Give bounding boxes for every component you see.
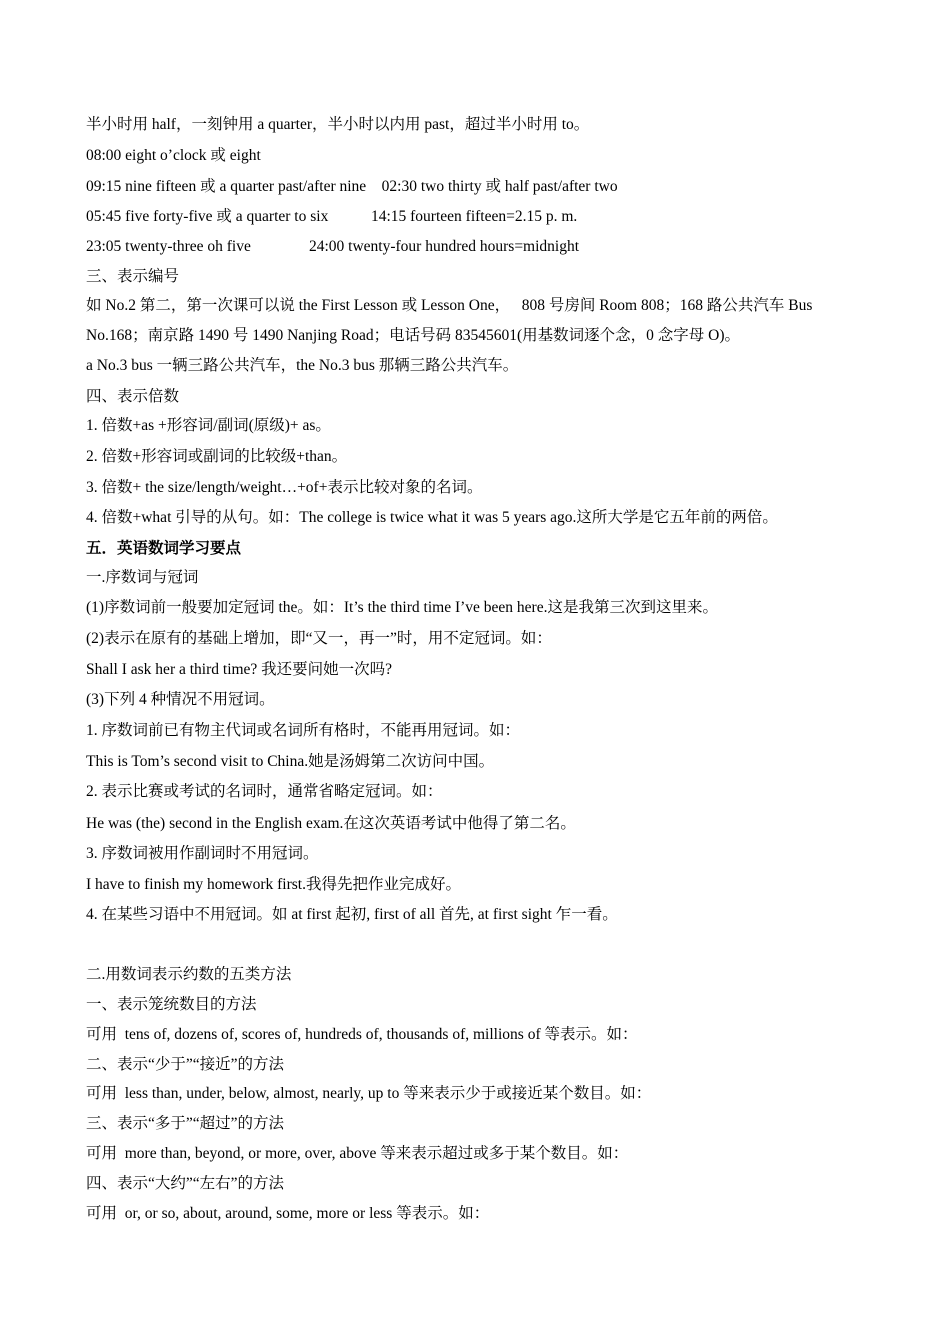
line-time-rules: 半小时用 half，一刻钟用 a quarter，半小时以内用 past，超过半小时用 to。 [86, 116, 590, 133]
line-ordinal-rule-1: (1)序数词前一般要加定冠词 the。如：It’s the third time I’ve been here.这是我第三次到这里来。 [86, 599, 718, 616]
line-multiples-1: 1. 倍数+as +形容词/副词(原级)+ as。 [86, 417, 331, 434]
line-no-article-4: 4. 在某些习语中不用冠词。如 at first 起初, first of all 首先, at first sight 乍一看。 [86, 906, 618, 923]
line-general-numbers: 可用 tens of, dozens of, scores of, hundreds of, thousands of, millions of 等表示。如： [86, 1026, 638, 1043]
heading-less-than: 二、表示“少于”“接近”的方法 [86, 1056, 285, 1073]
line-time-0545-1415: 05:45 five forty-five 或 a quarter to six 14:15 fourteen fifteen=2.15 p. m. [86, 208, 578, 225]
line-no-article-example-3: I have to finish my homework first.我得先把作业完成好。 [86, 876, 461, 893]
line-about: 可用 or, or so, about, around, some, more or less 等表示。如： [86, 1205, 490, 1222]
section-heading-multiples: 四、表示倍数 [86, 388, 180, 405]
section-heading-numbering: 三、表示编号 [86, 268, 180, 285]
subheading-ordinal-article: 一.序数词与冠词 [86, 569, 199, 586]
line-multiples-4: 4. 倍数+what 引导的从句。如：The college is twice what it was 5 years ago.这所大学是它五年前的两倍。 [86, 509, 778, 526]
line-no-article-2: 2. 表示比赛或考试的名词时，通常省略定冠词。如： [86, 783, 443, 800]
subheading-approximate-numbers: 二.用数词表示约数的五类方法 [86, 966, 292, 983]
line-time-0800: 08:00 eight o’clock 或 eight [86, 147, 261, 164]
heading-general-numbers: 一、表示笼统数目的方法 [86, 996, 257, 1013]
line-time-0915-0230: 09:15 nine fifteen 或 a quarter past/after nine 02:30 two thirty 或 half past/after two [86, 178, 618, 195]
line-ordinal-rule-2: (2)表示在原有的基础上增加，即“又一，再一”时，用不定冠词。如： [86, 630, 552, 647]
line-no-article-example-1: This is Tom’s second visit to China.她是汤姆第二次访问中国。 [86, 753, 495, 770]
line-numbering-examples-2: No.168；南京路 1490 号 1490 Nanjing Road；电话号码 83545601(用基数词逐个念，0 念字母 O)。 [86, 327, 740, 344]
line-numbering-bus: a No.3 bus 一辆三路公共汽车，the No.3 bus 那辆三路公共汽车。 [86, 357, 519, 374]
line-multiples-3: 3. 倍数+ the size/length/weight…+of+表示比较对象的名词。 [86, 479, 483, 496]
line-multiples-2: 2. 倍数+形容词或副词的比较级+than。 [86, 448, 348, 465]
heading-more-than: 三、表示“多于”“超过”的方法 [86, 1115, 285, 1132]
line-ordinal-rule-3: (3)下列 4 种情况不用冠词。 [86, 691, 275, 708]
line-ordinal-example-2: Shall I ask her a third time? 我还要问她一次吗? [86, 661, 393, 678]
heading-about: 四、表示“大约”“左右”的方法 [86, 1175, 285, 1192]
line-time-2305-2400: 23:05 twenty-three oh five 24:00 twenty-four hundred hours=midnight [86, 238, 580, 255]
line-more-than: 可用 more than, beyond, or more, over, above 等来表示超过或多于某个数目。如： [86, 1145, 629, 1162]
line-no-article-1: 1. 序数词前已有物主代词或名词所有格时，不能再用冠词。如： [86, 722, 521, 739]
line-no-article-example-2: He was (the) second in the English exam.在这次英语考试中他得了第二名。 [86, 815, 576, 832]
line-no-article-3: 3. 序数词被用作副词时不用冠词。 [86, 845, 319, 862]
section-heading-key-points: 五．英语数词学习要点 [86, 540, 242, 557]
line-numbering-examples-1: 如 No.2 第二，第一次课可以说 the First Lesson 或 Lesson One， 808 号房间 Room 808；168 路公共汽车 Bus [86, 297, 813, 314]
line-less-than: 可用 less than, under, below, almost, nearly, up to 等来表示少于或接近某个数目。如： [86, 1085, 652, 1102]
